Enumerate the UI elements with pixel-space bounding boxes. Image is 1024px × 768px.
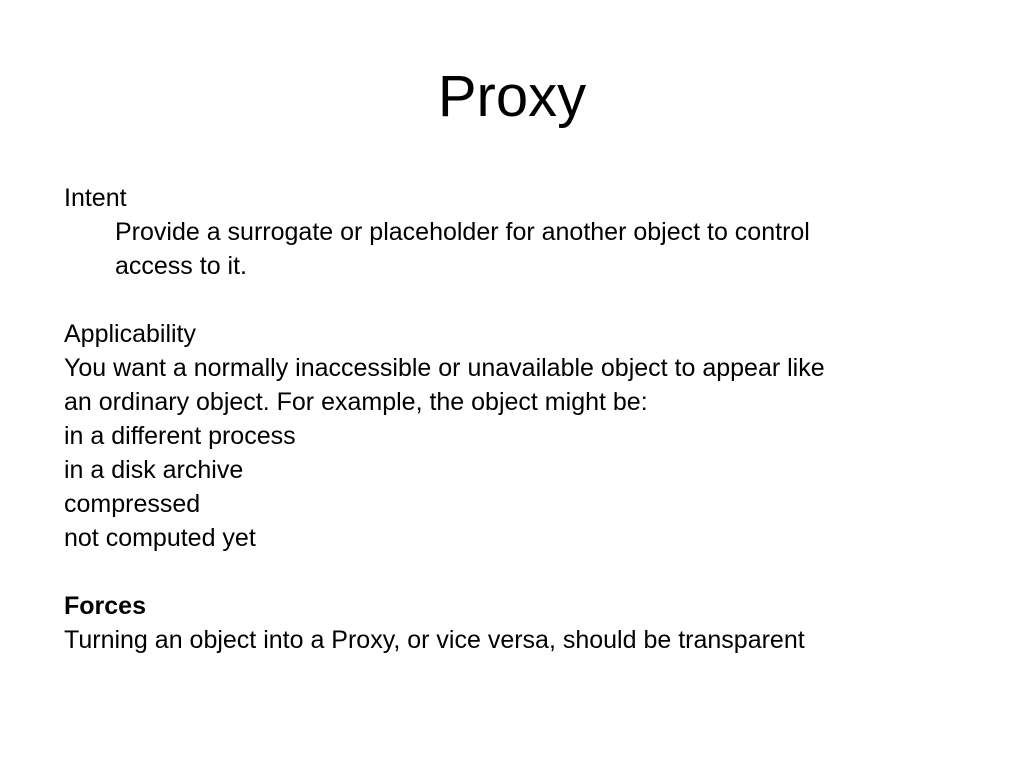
forces-line: Turning an object into a Proxy, or vice versa, should be transparent xyxy=(64,626,805,654)
applicability-list-item: compressed xyxy=(64,490,201,518)
intent-line: Provide a surrogate or placeholder for another object to control xyxy=(115,218,810,246)
applicability-list-item: in a disk archive xyxy=(64,456,244,484)
blank-line xyxy=(64,555,964,589)
applicability-line: an ordinary object. For example, the object might be: xyxy=(64,388,648,416)
applicability-list-item: in a different process xyxy=(64,422,296,450)
applicability-line: You want a normally inaccessible or unavailable object to appear like xyxy=(64,354,825,382)
slide-body xyxy=(64,181,964,657)
applicability-list-item: not computed yet xyxy=(64,524,256,552)
intent-line: access to it. xyxy=(115,252,247,280)
slide-title: Proxy xyxy=(437,64,587,129)
forces-heading: Forces xyxy=(64,592,146,620)
blank-line xyxy=(64,283,964,317)
intent-heading: Intent xyxy=(64,184,127,212)
applicability-heading: Applicability xyxy=(64,320,197,348)
